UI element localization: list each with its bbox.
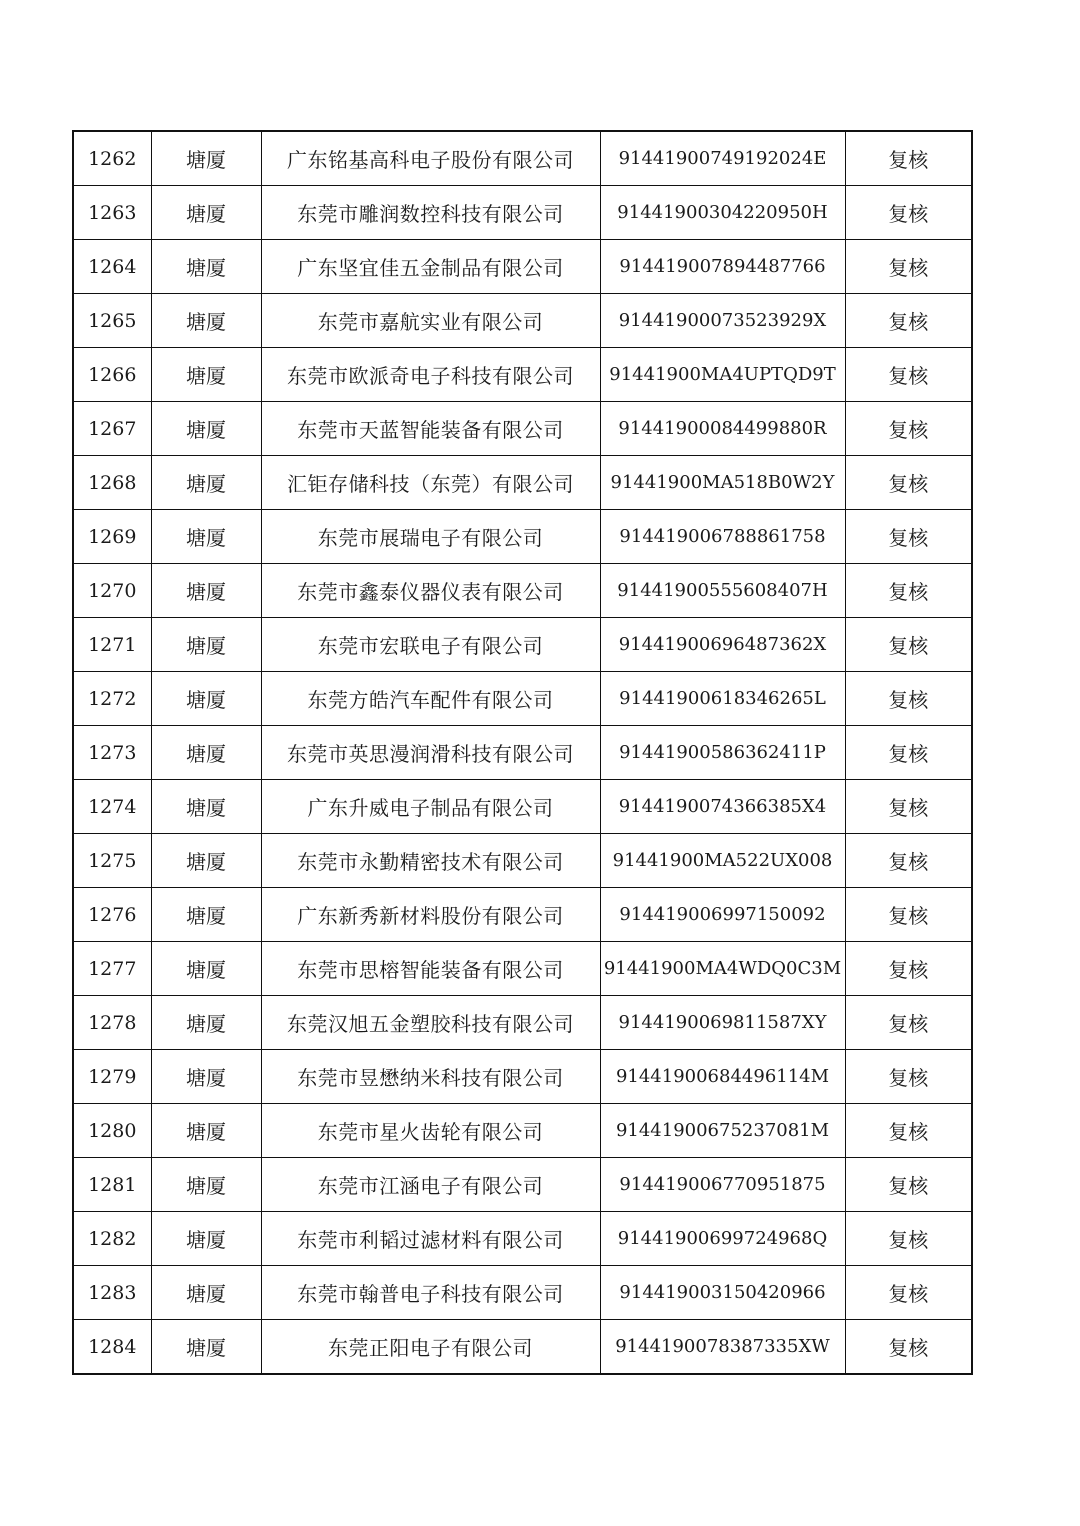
- serial-number-cell: 1278: [73, 996, 151, 1050]
- review-status-cell: 复核: [845, 726, 972, 780]
- company-name-cell: 东莞市江涵电子有限公司: [261, 1158, 600, 1212]
- credit-code-cell: 91441900696487362X: [600, 618, 845, 672]
- table-row: [73, 780, 972, 834]
- company-name-cell: 东莞市利韬过滤材料有限公司: [261, 1212, 600, 1266]
- town-cell: 塘厦: [151, 618, 261, 672]
- serial-number-cell: 1282: [73, 1212, 151, 1266]
- town-cell: 塘厦: [151, 1104, 261, 1158]
- table-row: [73, 672, 972, 726]
- serial-number-cell: 1266: [73, 348, 151, 402]
- credit-code-cell: 9144190078387335XW: [600, 1320, 845, 1375]
- town-cell: 塘厦: [151, 834, 261, 888]
- company-name-cell: 汇钜存储科技（东莞）有限公司: [261, 456, 600, 510]
- credit-code-cell: 91441900675237081M: [600, 1104, 845, 1158]
- review-status-cell: 复核: [845, 510, 972, 564]
- town-cell: 塘厦: [151, 348, 261, 402]
- town-cell: 塘厦: [151, 564, 261, 618]
- company-name-cell: 广东新秀新材料股份有限公司: [261, 888, 600, 942]
- table-row: [73, 564, 972, 618]
- town-cell: 塘厦: [151, 888, 261, 942]
- credit-code-cell: 91441900MA4UPTQD9T: [600, 348, 845, 402]
- table-row: [73, 510, 972, 564]
- serial-number-cell: 1275: [73, 834, 151, 888]
- enterprise-list-table: [72, 130, 973, 1375]
- town-cell: 塘厦: [151, 186, 261, 240]
- review-status-cell: 复核: [845, 618, 972, 672]
- review-status-cell: 复核: [845, 1050, 972, 1104]
- credit-code-cell: 91441900MA518B0W2Y: [600, 456, 845, 510]
- serial-number-cell: 1270: [73, 564, 151, 618]
- serial-number-cell: 1262: [73, 131, 151, 186]
- company-name-cell: 东莞市雕润数控科技有限公司: [261, 186, 600, 240]
- credit-code-cell: 91441900684496114M: [600, 1050, 845, 1104]
- credit-code-cell: 91441900699724968Q: [600, 1212, 845, 1266]
- review-status-cell: 复核: [845, 456, 972, 510]
- serial-number-cell: 1283: [73, 1266, 151, 1320]
- review-status-cell: 复核: [845, 888, 972, 942]
- town-cell: 塘厦: [151, 1212, 261, 1266]
- credit-code-cell: 9144190074366385X4: [600, 780, 845, 834]
- credit-code-cell: 91441900084499880R: [600, 402, 845, 456]
- review-status-cell: 复核: [845, 780, 972, 834]
- review-status-cell: 复核: [845, 672, 972, 726]
- company-name-cell: 东莞正阳电子有限公司: [261, 1320, 600, 1375]
- table-row: [73, 402, 972, 456]
- table-row: [73, 996, 972, 1050]
- credit-code-cell: 9144190069811587XY: [600, 996, 845, 1050]
- table-row: [73, 240, 972, 294]
- town-cell: 塘厦: [151, 996, 261, 1050]
- company-name-cell: 东莞市欧派奇电子科技有限公司: [261, 348, 600, 402]
- serial-number-cell: 1264: [73, 240, 151, 294]
- serial-number-cell: 1267: [73, 402, 151, 456]
- company-name-cell: 东莞市天蓝智能装备有限公司: [261, 402, 600, 456]
- company-name-cell: 东莞市昱懋纳米科技有限公司: [261, 1050, 600, 1104]
- table-row: [73, 1212, 972, 1266]
- credit-code-cell: 914419003150420966: [600, 1266, 845, 1320]
- town-cell: 塘厦: [151, 294, 261, 348]
- company-name-cell: 东莞市展瑞电子有限公司: [261, 510, 600, 564]
- town-cell: 塘厦: [151, 510, 261, 564]
- review-status-cell: 复核: [845, 131, 972, 186]
- table-row: [73, 726, 972, 780]
- company-name-cell: 广东坚宜佳五金制品有限公司: [261, 240, 600, 294]
- review-status-cell: 复核: [845, 1266, 972, 1320]
- table-row: [73, 618, 972, 672]
- review-status-cell: 复核: [845, 1158, 972, 1212]
- town-cell: 塘厦: [151, 240, 261, 294]
- review-status-cell: 复核: [845, 402, 972, 456]
- serial-number-cell: 1280: [73, 1104, 151, 1158]
- credit-code-cell: 91441900555608407H: [600, 564, 845, 618]
- town-cell: 塘厦: [151, 402, 261, 456]
- company-name-cell: 东莞汉旭五金塑胶科技有限公司: [261, 996, 600, 1050]
- credit-code-cell: 914419006788861758: [600, 510, 845, 564]
- serial-number-cell: 1272: [73, 672, 151, 726]
- company-name-cell: 广东铭基高科电子股份有限公司: [261, 131, 600, 186]
- serial-number-cell: 1273: [73, 726, 151, 780]
- company-name-cell: 东莞市嘉航实业有限公司: [261, 294, 600, 348]
- table-row: [73, 834, 972, 888]
- serial-number-cell: 1279: [73, 1050, 151, 1104]
- credit-code-cell: 91441900586362411P: [600, 726, 845, 780]
- review-status-cell: 复核: [845, 186, 972, 240]
- table-row: [73, 1158, 972, 1212]
- table-row: [73, 294, 972, 348]
- company-name-cell: 广东升威电子制品有限公司: [261, 780, 600, 834]
- table-body: [73, 131, 972, 1374]
- credit-code-cell: 914419006997150092: [600, 888, 845, 942]
- table-row: [73, 348, 972, 402]
- serial-number-cell: 1268: [73, 456, 151, 510]
- credit-code-cell: 91441900304220950H: [600, 186, 845, 240]
- town-cell: 塘厦: [151, 726, 261, 780]
- town-cell: 塘厦: [151, 131, 261, 186]
- review-status-cell: 复核: [845, 942, 972, 996]
- town-cell: 塘厦: [151, 456, 261, 510]
- table-row: [73, 1050, 972, 1104]
- serial-number-cell: 1277: [73, 942, 151, 996]
- town-cell: 塘厦: [151, 942, 261, 996]
- review-status-cell: 复核: [845, 1212, 972, 1266]
- serial-number-cell: 1263: [73, 186, 151, 240]
- table-row: [73, 131, 972, 186]
- review-status-cell: 复核: [845, 834, 972, 888]
- town-cell: 塘厦: [151, 780, 261, 834]
- company-name-cell: 东莞市星火齿轮有限公司: [261, 1104, 600, 1158]
- credit-code-cell: 91441900749192024E: [600, 131, 845, 186]
- table-row: [73, 1320, 972, 1375]
- credit-code-cell: 91441900073523929X: [600, 294, 845, 348]
- company-name-cell: 东莞市英思漫润滑科技有限公司: [261, 726, 600, 780]
- review-status-cell: 复核: [845, 1320, 972, 1375]
- company-name-cell: 东莞市宏联电子有限公司: [261, 618, 600, 672]
- company-name-cell: 东莞市鑫泰仪器仪表有限公司: [261, 564, 600, 618]
- serial-number-cell: 1284: [73, 1320, 151, 1375]
- company-name-cell: 东莞方皓汽车配件有限公司: [261, 672, 600, 726]
- company-name-cell: 东莞市翰普电子科技有限公司: [261, 1266, 600, 1320]
- town-cell: 塘厦: [151, 1050, 261, 1104]
- company-name-cell: 东莞市永勤精密技术有限公司: [261, 834, 600, 888]
- credit-code-cell: 914419006770951875: [600, 1158, 845, 1212]
- review-status-cell: 复核: [845, 348, 972, 402]
- serial-number-cell: 1271: [73, 618, 151, 672]
- table-row: [73, 1266, 972, 1320]
- review-status-cell: 复核: [845, 294, 972, 348]
- credit-code-cell: 91441900MA4WDQ0C3M: [600, 942, 845, 996]
- table-row: [73, 186, 972, 240]
- serial-number-cell: 1265: [73, 294, 151, 348]
- table-row: [73, 888, 972, 942]
- review-status-cell: 复核: [845, 564, 972, 618]
- serial-number-cell: 1274: [73, 780, 151, 834]
- credit-code-cell: 91441900MA522UX008: [600, 834, 845, 888]
- serial-number-cell: 1269: [73, 510, 151, 564]
- table-row: [73, 456, 972, 510]
- review-status-cell: 复核: [845, 996, 972, 1050]
- town-cell: 塘厦: [151, 1266, 261, 1320]
- serial-number-cell: 1281: [73, 1158, 151, 1212]
- credit-code-cell: 914419007894487766: [600, 240, 845, 294]
- review-status-cell: 复核: [845, 240, 972, 294]
- review-status-cell: 复核: [845, 1104, 972, 1158]
- table-row: [73, 942, 972, 996]
- company-name-cell: 东莞市思榕智能装备有限公司: [261, 942, 600, 996]
- credit-code-cell: 91441900618346265L: [600, 672, 845, 726]
- serial-number-cell: 1276: [73, 888, 151, 942]
- town-cell: 塘厦: [151, 1158, 261, 1212]
- town-cell: 塘厦: [151, 1320, 261, 1375]
- town-cell: 塘厦: [151, 672, 261, 726]
- table-row: [73, 1104, 972, 1158]
